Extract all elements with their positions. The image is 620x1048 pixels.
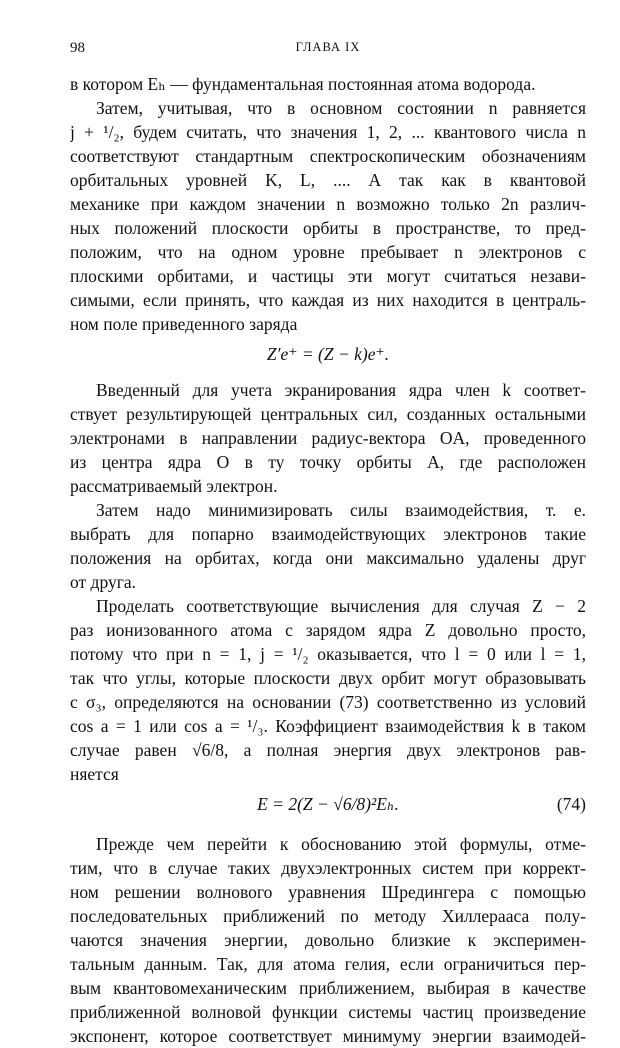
body-text [70, 72, 586, 1048]
text-line: няется [70, 764, 119, 784]
text-line: тим, что в случае таких двухэлектронных систем при коррект- [70, 858, 586, 878]
text-line: потому что при n = 1, j = ¹/₂ оказывается, что l = 0 или l = 1, [70, 644, 586, 664]
formula-total-energy [70, 792, 586, 816]
text-line: j + ¹/₂, будем считать, что значения 1, 2, ... квантового числа n [70, 122, 586, 142]
text-line: случае равен √6/8, а полная энергия двух электронов рав- [70, 740, 586, 760]
text-line: симыми, если принять, что каждая из них находится в централь- [70, 290, 586, 310]
formula-effective-charge [70, 342, 586, 366]
text-line: плоскими орбитами, и частицы эти могут считаться незави- [70, 266, 586, 286]
text-line: последовательных приближений по методу Хиллерааса полу- [70, 906, 586, 926]
text-line: положим, что на одном уровне пребывает n электронов с [70, 242, 586, 262]
text-line: ном поле приведенного заряда [70, 314, 298, 334]
text-line: Прежде чем перейти к обоснованию этой формулы, отме- [96, 834, 586, 854]
text-line: ствует результирующей центральных сил, созданных остальными [70, 404, 586, 424]
text-line: тальным данным. Так, для атома гелия, если ограничиться пер- [70, 954, 586, 974]
text-line: рассматриваемый электрон. [70, 476, 278, 496]
formula-text: E = 2(Z − √6/8)²Eₕ. [257, 794, 399, 814]
text-line: электронами в направлении радиус-вектора OA, проведенного [70, 428, 586, 448]
page-header [70, 40, 586, 58]
running-title: ГЛАВА IX [295, 40, 361, 54]
text-line: механике при каждом значении n возможно только 2n различ- [70, 194, 586, 214]
text-line: Проделать соответствующие вычисления для случая Z − 2 [96, 596, 586, 616]
page-number: 98 [70, 40, 85, 56]
text-line: чаются значения энергии, довольно близкие к эксперимен- [70, 930, 586, 950]
text-line: Затем, учитывая, что в основном состоянии n равняется [96, 98, 586, 118]
text-line: раз ионизованного атома с зарядом ядра Z довольно просто, [70, 620, 586, 640]
text-line: с σ₃, определяются на основании (73) соответственно из условий [70, 692, 586, 712]
text-line: орбитальных уровней K, L, .... А так как в квантовой [70, 170, 586, 190]
text-line: Введенный для учета экранирования ядра член k соответ- [96, 380, 586, 400]
text-line: экспонент, которое соответствует минимуму энергии взаимодей- [70, 1026, 586, 1046]
text-line: так что углы, которые плоскости двух орбит могут образовывать [70, 668, 586, 688]
formula-text: Z′e⁺ = (Z − k)e⁺. [266, 344, 390, 364]
text-line: соответствуют стандартным спектроскопическим обозначениям [70, 146, 586, 166]
text-line: cos a = 1 или cos a = ¹/₃. Коэффициент взаимодействия k в таком [70, 716, 586, 736]
text-line: ном решении волнового уравнения Шредингера с помощью [70, 882, 586, 902]
text-line: Затем надо минимизировать силы взаимодействия, т. е. [96, 500, 586, 520]
equation-number: (74) [556, 794, 586, 814]
text-line: приближенной волновой функции системы частиц произведение [70, 1002, 586, 1022]
text-line: выбрать для попарно взаимодействующих электронов такие [70, 524, 586, 544]
text-line: вым квантовомеханическим приближением, выбирая в качестве [70, 978, 586, 998]
text-line: в котором Eₕ — фундаментальная постоянная атома водорода. [70, 74, 536, 94]
text-line: ных положений плоскости орбиты в пространстве, то пред- [70, 218, 586, 238]
text-line: от друга. [70, 572, 137, 592]
text-line: из центра ядра O в ту точку орбиты A, где расположен [70, 452, 586, 472]
text-line: положения на орбитах, когда они максимально удалены друг [70, 548, 586, 568]
